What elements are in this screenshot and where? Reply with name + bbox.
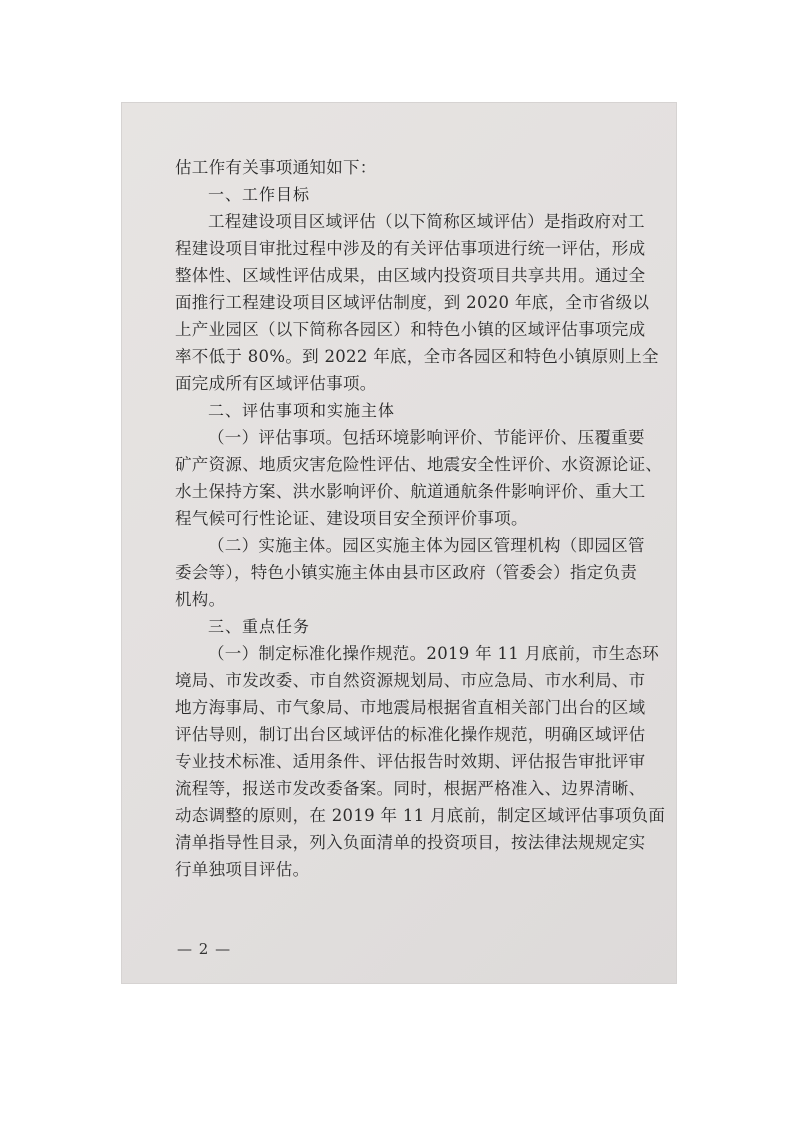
text-line: 清单指导性目录，列入负面清单的投资项目，按法律法规规定实 [175, 833, 646, 852]
text-line: 面完成所有区域评估事项。 [175, 374, 377, 393]
text-line: （二）实施主体。园区实施主体为园区管理机构（即园区管 [208, 536, 645, 555]
text-line: 评估导则，制订出台区域评估的标准化操作规范，明确区域评估 [175, 725, 646, 744]
text-line: 率不低于 80%。到 2022 年底，全市各园区和特色小镇原则上全 [175, 347, 659, 366]
text-line: （一）制定标准化操作规范。2019 年 11 月底前，市生态环 [208, 644, 660, 663]
text-line: 水土保持方案、洪水影响评价、航道通航条件影响评价、重大工 [175, 482, 646, 501]
text-line: 境局、市发改委、市自然资源规划局、市应急局、市水利局、市 [175, 671, 646, 690]
text-line: 估工作有关事项通知如下： [175, 158, 377, 177]
text-line: 行单独项目评估。 [175, 860, 310, 879]
text-line: （一）评估事项。包括环境影响评价、节能评价、压覆重要 [208, 428, 645, 447]
text-line: 地方海事局、市气象局、市地震局根据省直相关部门出台的区域 [175, 698, 646, 717]
text-line: 矿产资源、地质灾害危险性评估、地震安全性评价、水资源论证、 [175, 455, 663, 474]
section-heading-items: 二、评估事项和实施主体 [208, 401, 396, 420]
section-heading-goals: 一、工作目标 [208, 185, 311, 204]
text-line: 流程等，报送市发改委备案。同时，根据严格准入、边界清晰、 [175, 779, 646, 798]
text-line: 专业技术标准、适用条件、评估报告时效期、评估报告审批评审 [175, 752, 646, 771]
text-line: 机构。 [175, 590, 226, 609]
text-line: 程气候可行性论证、建设项目安全预评价事项。 [175, 509, 528, 528]
text-line: 程建设项目审批过程中涉及的有关评估事项进行统一评估，形成 [175, 239, 646, 258]
document-photo [121, 102, 677, 984]
text-line: 整体性、区域性评估成果，由区域内投资项目共享共用。通过全 [175, 266, 646, 285]
document-body [175, 154, 666, 883]
text-line: 工程建设项目区域评估（以下简称区域评估）是指政府对工 [208, 212, 645, 231]
text-line: 动态调整的原则，在 2019 年 11 月底前，制定区域评估事项负面 [175, 806, 666, 825]
text-line: 委会等），特色小镇实施主体由县市区政府（管委会）指定负责 [175, 563, 638, 582]
text-line: 面推行工程建设项目区域评估制度，到 2020 年底，全市省级以 [175, 293, 650, 312]
text-line: 上产业园区（以下简称各园区）和特色小镇的区域评估事项完成 [175, 320, 646, 339]
section-heading-tasks: 三、重点任务 [208, 617, 311, 636]
page-number: — 2 — [177, 940, 232, 958]
